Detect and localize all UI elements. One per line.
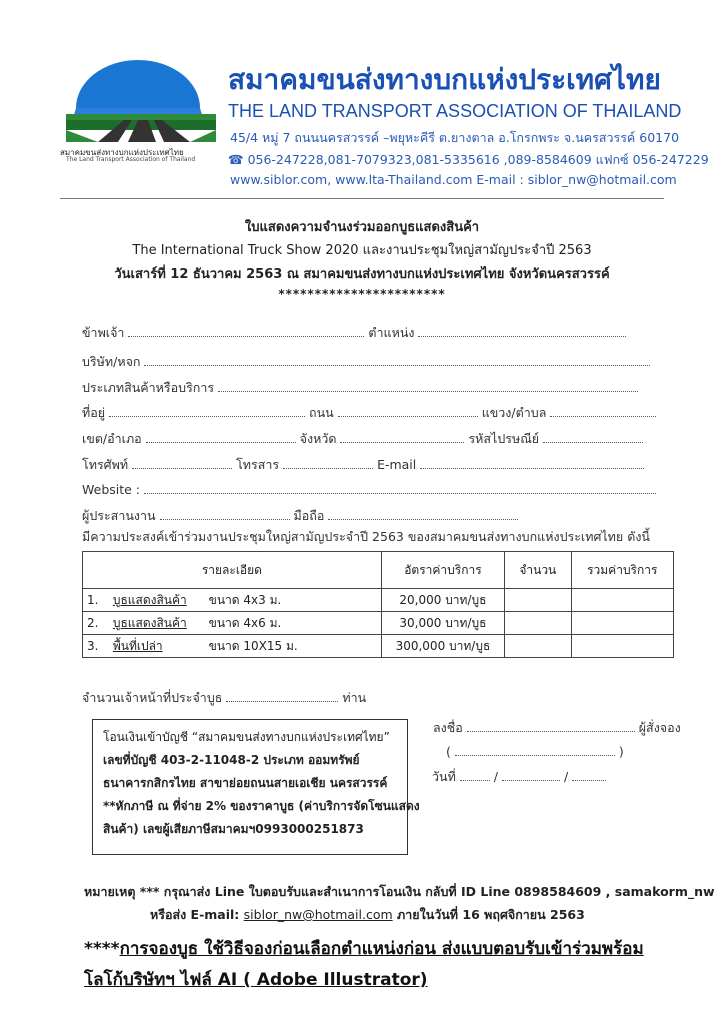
form-row-address [82, 403, 656, 423]
header-quantity: จำนวน [505, 552, 571, 589]
form-title: ใบแสดงความจำนงร่วมออกบูธแสดงสินค้า [244, 220, 480, 235]
row-quantity-cell[interactable] [505, 589, 571, 612]
row-detail: 2. บูธแสดงสินค้า ขนาด 4x6 ม. [83, 612, 382, 635]
row-total-cell[interactable] [571, 612, 673, 635]
phone-numbers: 056-247228,081-7079323,081-5335616 ,089-8584609 แฟกซ์ 056-247229 [247, 152, 709, 167]
row-total-cell[interactable] [571, 589, 673, 612]
road-field[interactable] [338, 404, 478, 417]
bank-line-account-number: เลขที่บัญชี 403-2-11048-2 ประเภท ออมทรัพย์ [103, 753, 360, 767]
coordinator-field[interactable] [160, 507, 290, 520]
form-row-company [82, 352, 650, 372]
form-row-contact [82, 455, 644, 475]
booking-note-line2: โลโก้บริษัทฯ ไฟล์ AI ( Adobe Illustrator) [84, 970, 428, 990]
organization-address: 45/4 หมู่ 7 ถนนนครสวรรค์ –พยุหะคีรี ต.ยางตาล อ.โกรกพระ จ.นครสวรรค์ 60170 [230, 130, 680, 145]
website-label: Website : [82, 482, 141, 497]
month-field[interactable] [502, 768, 560, 781]
staff-label: จำนวนเจ้าหน้าที่ประจำบูธ [82, 690, 223, 705]
province-field[interactable] [340, 430, 464, 443]
printed-name-row: ( ) [446, 744, 624, 759]
mobile-label: มือถือ [293, 508, 325, 523]
postcode-field[interactable] [543, 430, 643, 443]
header-rate: อัตราค่าบริการ [381, 552, 504, 589]
form-row-district [82, 429, 643, 449]
business-type-field[interactable] [218, 379, 638, 392]
year-field[interactable] [572, 768, 606, 781]
bank-line-bank-branch: ธนาคารกสิกรไทย สาขาย่อยถนนสายเอเชีย นครสวรรค์ [103, 776, 388, 790]
phone-icon: ☎ [228, 152, 244, 167]
header-total: รวมค่าบริการ [571, 552, 673, 589]
email-field[interactable] [420, 456, 644, 469]
header-detail: รายละเอียด [83, 552, 382, 589]
name-field[interactable] [128, 324, 364, 337]
form-row-coordinator [82, 506, 518, 526]
bank-line-tax-id: สินค้า) เลขผู้เสียภาษีสมาคมฯ0993000251873 [103, 822, 364, 836]
bank-info-box [92, 719, 420, 855]
remark-note: หมายเหตุ *** กรุณาส่ง Line ใบตอบรับและสำเนาการโอนเงิน กลับที่ ID Line 0898584609 , samakorm_nw [84, 884, 715, 899]
row-quantity-cell[interactable] [505, 612, 571, 635]
subdistrict-label: แขวง/ตำบล [481, 405, 547, 420]
name-label: ข้าพเจ้า [82, 325, 125, 340]
booking-note-line1: ****การจองบูธ ใช้วิธีจองก่อนเลือกตำแหน่งก่อน ส่งแบบตอบรับเข้าร่วมพร้อม [84, 939, 644, 959]
table-row [83, 612, 674, 635]
row-rate: 300,000 บาท/บูธ [381, 635, 504, 658]
day-field[interactable] [460, 768, 490, 781]
booth-table [82, 551, 674, 658]
address-field[interactable] [109, 404, 305, 417]
fax-label: โทรสาร [236, 457, 280, 472]
bank-line-account-name: โอนเงินเข้าบัญชี “สมาคมขนส่งทางบกแห่งประเทศไทย” [103, 730, 390, 744]
printed-name-field[interactable] [455, 743, 615, 756]
road-label: ถนน [309, 405, 334, 420]
postcode-label: รหัสไปรษณีย์ [468, 431, 540, 446]
row-total-cell[interactable] [571, 635, 673, 658]
organization-name-thai: สมาคมขนส่งทางบกแห่งประเทศไทย [228, 63, 661, 96]
form-row-name [82, 323, 626, 343]
form-row-website [82, 481, 656, 497]
row-quantity-cell[interactable] [505, 635, 571, 658]
date-label: วันที่ [432, 769, 456, 784]
organization-phone [228, 150, 709, 170]
fax-field[interactable] [283, 456, 373, 469]
signature-field[interactable] [467, 719, 635, 732]
tel-field[interactable] [132, 456, 232, 469]
association-logo [58, 58, 218, 198]
row-rate: 20,000 บาท/บูธ [381, 589, 504, 612]
table-header-row [83, 552, 674, 589]
staff-row [82, 688, 366, 708]
form-subtitle: The International Truck Show 2020 และงานประชุมใหญ่สามัญประจำปี 2563 [132, 243, 592, 258]
district-label: เขต/อำเภอ [82, 431, 142, 446]
tel-label: โทรศัพท์ [82, 457, 129, 472]
address-label: ที่อยู่ [82, 405, 106, 420]
district-field[interactable] [146, 430, 296, 443]
staff-unit: ท่าน [342, 690, 367, 705]
orderer-label: ผู้สั่งจอง [638, 720, 681, 735]
stars-divider: *********************** [278, 287, 446, 301]
signature-row [433, 718, 681, 738]
company-label: บริษัท/หจก [82, 354, 141, 369]
position-field[interactable] [418, 324, 626, 337]
organization-name-english: THE LAND TRANSPORT ASSOCIATION OF THAILAND [228, 101, 682, 121]
header-divider [60, 198, 664, 199]
logo-caption-en: The Land Transport Association of Thailand [66, 156, 196, 163]
table-row [83, 635, 674, 658]
form-row-business [82, 378, 638, 398]
organization-web: www.siblor.com, www.lta-Thailand.com E-mail : siblor_nw@hotmail.com [230, 172, 677, 187]
bank-line-tax-note: **หักภาษี ณ ที่จ่าย 2% ของราคาบูธ (ค่าบริการจัดโซนแสดง [103, 799, 420, 813]
row-detail: 3. พื้นที่เปล่า ขนาด 10X15 ม. [83, 635, 382, 658]
position-label: ตำแหน่ง [368, 325, 415, 340]
business-type-label: ประเภทสินค้าหรือบริการ [82, 380, 215, 395]
sign-date-row: วันที่ / / [432, 767, 606, 787]
row-rate: 30,000 บาท/บูธ [381, 612, 504, 635]
company-field[interactable] [144, 353, 650, 366]
mobile-field[interactable] [328, 507, 518, 520]
email-note: หรือส่ง E-mail: siblor_nw@hotmail.com ภายในวันที่ 16 พฤศจิกายน 2563 [150, 907, 585, 922]
website-field[interactable] [144, 481, 656, 494]
email-label: E-mail [377, 457, 417, 472]
event-date: วันเสาร์ที่ 12 ธันวาคม 2563 ณ สมาคมขนส่งทางบกแห่งประเทศไทย จังหวัดนครสวรรค์ [114, 267, 610, 282]
province-label: จังหวัด [299, 431, 337, 446]
staff-field[interactable] [226, 689, 338, 702]
coordinator-label: ผู้ประสานงาน [82, 508, 156, 523]
email-link[interactable]: siblor_nw@hotmail.com [243, 907, 393, 922]
table-row [83, 589, 674, 612]
row-detail: 1. บูธแสดงสินค้า ขนาด 4x3 ม. [83, 589, 382, 612]
subdistrict-field[interactable] [550, 404, 656, 417]
sign-label: ลงชื่อ [433, 720, 463, 735]
intent-text: มีความประสงค์เข้าร่วมงานประชุมใหญ่สามัญประจำปี 2563 ของสมาคมขนส่งทางบกแห่งประเทศไทย ดังนี้ [82, 529, 650, 544]
logo-caption-th: สมาคมขนส่งทางบกแห่งประเทศไทย [60, 148, 184, 157]
